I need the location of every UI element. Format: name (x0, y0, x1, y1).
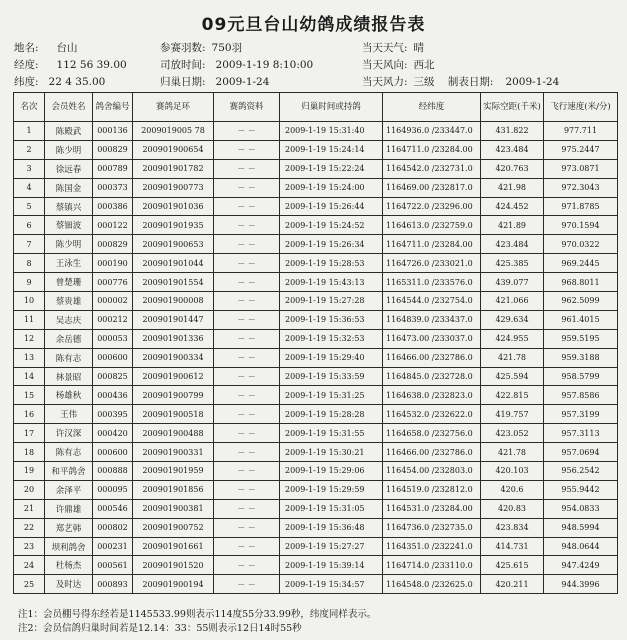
cell-pen: 000420 (93, 424, 133, 443)
cell-ring: 200901900331 (133, 443, 214, 462)
cell-member: 吴志庆 (45, 310, 93, 329)
cell-data: － － (214, 405, 280, 424)
cell-ring: 2009019005 78 (133, 122, 214, 141)
cell-speed: 959.5195 (544, 329, 618, 348)
cell-coord: 116466.00 /232786.0 (383, 443, 481, 462)
cell-distance: 420.6 (481, 480, 544, 499)
cell-pen: 000600 (93, 348, 133, 367)
cell-data: － － (214, 462, 280, 481)
table-row (14, 122, 618, 141)
table-row (14, 197, 618, 216)
cell-distance: 421.89 (481, 216, 544, 235)
table-body (14, 122, 618, 594)
cell-speed: 969.2445 (544, 254, 618, 273)
table-row (14, 159, 618, 178)
cell-ring: 200901901044 (133, 254, 214, 273)
cell-member: 及时达 (45, 575, 93, 594)
cell-ring: 200901901959 (133, 462, 214, 481)
cell-distance: 420.83 (481, 499, 544, 518)
cell-data: － － (214, 310, 280, 329)
cell-ring: 200901900488 (133, 424, 214, 443)
cell-member: 陈国金 (45, 178, 93, 197)
cell-data: － － (214, 159, 280, 178)
cell-member: 王泳生 (45, 254, 93, 273)
cell-distance: 423.052 (481, 424, 544, 443)
cell-ring: 200901900773 (133, 178, 214, 197)
cell-time: 2009-1-19 15:24:00 (280, 178, 383, 197)
cell-pen: 000231 (93, 537, 133, 556)
cell-pen: 000825 (93, 367, 133, 386)
cell-ring: 200901901336 (133, 329, 214, 348)
cell-distance: 424.955 (481, 329, 544, 348)
cell-pen: 000122 (93, 216, 133, 235)
cell-rank: 19 (14, 462, 45, 481)
cell-speed: 973.0871 (544, 159, 618, 178)
cell-member: 陈有志 (45, 443, 93, 462)
cell-distance: 425.385 (481, 254, 544, 273)
table-row (14, 575, 618, 594)
cell-member: 杜杨杰 (45, 556, 93, 575)
cell-data: － － (214, 178, 280, 197)
cell-rank: 8 (14, 254, 45, 273)
cell-data: － － (214, 329, 280, 348)
cell-data: － － (214, 424, 280, 443)
cell-pen: 000395 (93, 405, 133, 424)
cell-data: － － (214, 254, 280, 273)
table-row (14, 273, 618, 292)
cell-time: 2009-1-19 15:31:25 (280, 386, 383, 405)
cell-member: 王伟 (45, 405, 93, 424)
cell-pen: 000546 (93, 499, 133, 518)
cell-time: 2009-1-19 15:36:53 (280, 310, 383, 329)
cell-data: － － (214, 197, 280, 216)
cell-coord: 1164548.0 /232625.0 (383, 575, 481, 594)
cell-rank: 12 (14, 329, 45, 348)
cell-speed: 957.0694 (544, 443, 618, 462)
cell-time: 2009-1-19 15:26:44 (280, 197, 383, 216)
info-return-date: 归巢日期: 2009-1-24 (160, 76, 270, 88)
cell-time: 2009-1-19 15:22:24 (280, 159, 383, 178)
cell-rank: 3 (14, 159, 45, 178)
cell-ring: 200901900194 (133, 575, 214, 594)
cell-member: 许鼎雄 (45, 499, 93, 518)
cell-rank: 6 (14, 216, 45, 235)
cell-speed: 958.5799 (544, 367, 618, 386)
cell-rank: 25 (14, 575, 45, 594)
cell-coord: 1164531.0 /23284.00 (383, 499, 481, 518)
cell-ring: 200901900799 (133, 386, 214, 405)
cell-coord: 116469.00 /232817.0 (383, 178, 481, 197)
table-row (14, 462, 618, 481)
cell-speed: 947.4249 (544, 556, 618, 575)
cell-ring: 200901901856 (133, 480, 214, 499)
report-title: 09元旦台山幼鸽成绩报告表 (201, 15, 426, 35)
cell-time: 2009-1-19 15:43:13 (280, 273, 383, 292)
cell-member: 蔡镇兴 (45, 197, 93, 216)
cell-distance: 429.634 (481, 310, 544, 329)
cell-time: 2009-1-19 15:27:28 (280, 292, 383, 311)
cell-ring: 200901900654 (133, 140, 214, 159)
cell-distance: 431.822 (481, 122, 544, 141)
cell-coord: 1164658.0 /232756.0 (383, 424, 481, 443)
table-row (14, 254, 618, 273)
cell-member: 蔡钿波 (45, 216, 93, 235)
cell-speed: 970.0322 (544, 235, 618, 254)
cell-member: 林景昭 (45, 367, 93, 386)
cell-distance: 420.211 (481, 575, 544, 594)
cell-member: 陈殿武 (45, 122, 93, 141)
cell-speed: 968.8011 (544, 273, 618, 292)
cell-distance: 423.484 (481, 140, 544, 159)
cell-member: 余岳德 (45, 329, 93, 348)
cell-ring: 200901901554 (133, 273, 214, 292)
cell-coord: 1164638.0 /232823.0 (383, 386, 481, 405)
cell-coord: 1164726.0 /233021.0 (383, 254, 481, 273)
cell-coord: 1164845.0 /232728.0 (383, 367, 481, 386)
cell-data: － － (214, 367, 280, 386)
cell-ring: 200901900381 (133, 499, 214, 518)
cell-rank: 1 (14, 122, 45, 141)
cell-speed: 957.3199 (544, 405, 618, 424)
cell-speed: 955.9442 (544, 480, 618, 499)
info-location: 地名: 台山 (14, 42, 78, 54)
cell-ring: 200901900653 (133, 235, 214, 254)
cell-time: 2009-1-19 15:30:21 (280, 443, 383, 462)
cell-pen: 000386 (93, 197, 133, 216)
cell-pen: 000373 (93, 178, 133, 197)
cell-rank: 21 (14, 499, 45, 518)
info-latitude: 纬度: 22 4 35.00 (14, 76, 106, 88)
cell-member: 蔡贵雄 (45, 292, 93, 311)
cell-distance: 420.103 (481, 462, 544, 481)
cell-member: 余泽平 (45, 480, 93, 499)
cell-time: 2009-1-19 15:24:14 (280, 140, 383, 159)
cell-pen: 000095 (93, 480, 133, 499)
table-row (14, 443, 618, 462)
cell-time: 2009-1-19 15:27:27 (280, 537, 383, 556)
cell-rank: 13 (14, 348, 45, 367)
info-longitude: 经度: 112 56 39.00 (14, 59, 127, 71)
cell-time: 2009-1-19 15:24:52 (280, 216, 383, 235)
cell-coord: 1164542.0 /232731.0 (383, 159, 481, 178)
cell-coord: 1164613.0 /232759.0 (383, 216, 481, 235)
cell-pen: 000436 (93, 386, 133, 405)
cell-pen: 000789 (93, 159, 133, 178)
cell-distance: 424.452 (481, 197, 544, 216)
cell-coord: 1164714.0 /233110.0 (383, 556, 481, 575)
cell-data: － － (214, 292, 280, 311)
cell-coord: 1165311.0 /233576.0 (383, 273, 481, 292)
cell-coord: 1164711.0 /23284.00 (383, 140, 481, 159)
cell-member: 坝利鸽舍 (45, 537, 93, 556)
cell-pen: 000802 (93, 518, 133, 537)
footnote: 注1：会员棚号得东经若是1145533.99则表示114度55分33.99秒，纬度同样表示。 (18, 609, 377, 620)
cell-distance: 421.066 (481, 292, 544, 311)
cell-distance: 423.834 (481, 518, 544, 537)
cell-speed: 961.4015 (544, 310, 618, 329)
cell-pen: 000561 (93, 556, 133, 575)
cell-pen: 000212 (93, 310, 133, 329)
cell-speed: 962.5099 (544, 292, 618, 311)
cell-distance: 421.98 (481, 178, 544, 197)
cell-time: 2009-1-19 15:29:59 (280, 480, 383, 499)
cell-data: － － (214, 386, 280, 405)
cell-speed: 959.3188 (544, 348, 618, 367)
cell-coord: 1164936.0 /233447.0 (383, 122, 481, 141)
cell-time: 2009-1-19 15:31:55 (280, 424, 383, 443)
cell-coord: 1164722.0 /23296.00 (383, 197, 481, 216)
table-row (14, 537, 618, 556)
header-distance: 实际空距(千米) (481, 93, 544, 122)
cell-rank: 10 (14, 292, 45, 311)
cell-data: － － (214, 537, 280, 556)
cell-time: 2009-1-19 15:29:40 (280, 348, 383, 367)
cell-distance: 421.78 (481, 348, 544, 367)
cell-speed: 957.8586 (544, 386, 618, 405)
cell-coord: 1164839.0 /233437.0 (383, 310, 481, 329)
cell-speed: 977.711 (544, 122, 618, 141)
table-row (14, 499, 618, 518)
header-coord: 经纬度 (383, 93, 481, 122)
table-row (14, 140, 618, 159)
header-ring: 赛鸽足环 (133, 93, 214, 122)
table-row (14, 424, 618, 443)
cell-distance: 419.757 (481, 405, 544, 424)
cell-rank: 16 (14, 405, 45, 424)
cell-distance: 425.615 (481, 556, 544, 575)
cell-ring: 200901901661 (133, 537, 214, 556)
info-bird-count: 参赛羽数: 750羽 (160, 42, 243, 54)
cell-ring: 200901900008 (133, 292, 214, 311)
cell-coord: 1164736.0 /232735.0 (383, 518, 481, 537)
cell-coord: 1164711.0 /23284.00 (383, 235, 481, 254)
cell-member: 曾楚珊 (45, 273, 93, 292)
cell-pen: 000888 (93, 462, 133, 481)
cell-data: － － (214, 480, 280, 499)
table-row (14, 178, 618, 197)
cell-distance: 439.077 (481, 273, 544, 292)
cell-time: 2009-1-19 15:28:28 (280, 405, 383, 424)
header-time: 归巢时间或持鸽 (280, 93, 383, 122)
cell-speed: 972.3043 (544, 178, 618, 197)
cell-data: － － (214, 140, 280, 159)
cell-data: － － (214, 348, 280, 367)
header-rank: 名次 (14, 93, 45, 122)
cell-member: 许汉深 (45, 424, 93, 443)
cell-pen: 000829 (93, 235, 133, 254)
cell-ring: 200901901935 (133, 216, 214, 235)
cell-member: 徐远春 (45, 159, 93, 178)
cell-coord: 1164519.0 /232812.0 (383, 480, 481, 499)
cell-member: 杨雄秋 (45, 386, 93, 405)
cell-rank: 4 (14, 178, 45, 197)
cell-data: － － (214, 499, 280, 518)
table-row (14, 329, 618, 348)
cell-rank: 15 (14, 386, 45, 405)
cell-distance: 420.763 (481, 159, 544, 178)
cell-time: 2009-1-19 15:31:40 (280, 122, 383, 141)
cell-pen: 000893 (93, 575, 133, 594)
table-row (14, 367, 618, 386)
cell-pen: 000190 (93, 254, 133, 273)
cell-ring: 200901901520 (133, 556, 214, 575)
cell-distance: 425.594 (481, 367, 544, 386)
table-row (14, 386, 618, 405)
cell-ring: 200901900334 (133, 348, 214, 367)
header-pen: 鸽舍编号 (93, 93, 133, 122)
table-row (14, 480, 618, 499)
cell-distance: 423.484 (481, 235, 544, 254)
cell-pen: 000053 (93, 329, 133, 348)
cell-member: 陈少明 (45, 235, 93, 254)
cell-distance: 414.731 (481, 537, 544, 556)
cell-coord: 1164544.0 /232754.0 (383, 292, 481, 311)
cell-coord: 116473.00 /233037.0 (383, 329, 481, 348)
cell-data: － － (214, 518, 280, 537)
cell-time: 2009-1-19 15:39:14 (280, 556, 383, 575)
cell-pen: 000829 (93, 140, 133, 159)
info-release-time: 司放时间: 2009-1-19 8:10:00 (160, 59, 314, 71)
table-row (14, 518, 618, 537)
cell-pen: 000776 (93, 273, 133, 292)
table-row (14, 556, 618, 575)
cell-time: 2009-1-19 15:36:48 (280, 518, 383, 537)
cell-coord: 116466.00 /232786.0 (383, 348, 481, 367)
cell-data: － － (214, 216, 280, 235)
cell-speed: 957.3113 (544, 424, 618, 443)
cell-time: 2009-1-19 15:26:34 (280, 235, 383, 254)
cell-rank: 17 (14, 424, 45, 443)
results-table (13, 92, 618, 594)
cell-rank: 11 (14, 310, 45, 329)
header-data: 赛鸽资料 (214, 93, 280, 122)
table-header-row (14, 93, 618, 122)
table-row (14, 235, 618, 254)
cell-pen: 000600 (93, 443, 133, 462)
cell-member: 陈有志 (45, 348, 93, 367)
cell-speed: 970.1594 (544, 216, 618, 235)
cell-data: － － (214, 122, 280, 141)
cell-data: － － (214, 273, 280, 292)
cell-time: 2009-1-19 15:34:57 (280, 575, 383, 594)
table-row (14, 348, 618, 367)
cell-ring: 200901900518 (133, 405, 214, 424)
cell-rank: 24 (14, 556, 45, 575)
cell-pen: 000136 (93, 122, 133, 141)
info-weather: 当天天气: 晴 (362, 42, 425, 54)
table-row (14, 310, 618, 329)
cell-ring: 200901900612 (133, 367, 214, 386)
cell-speed: 944.3996 (544, 575, 618, 594)
cell-member: 郑艺韩 (45, 518, 93, 537)
cell-time: 2009-1-19 15:32:53 (280, 329, 383, 348)
info-wind-force: 当天风力: 三级 制表日期: 2009-1-24 (362, 76, 560, 88)
header-speed: 飞行速度(米/分) (544, 93, 618, 122)
cell-rank: 23 (14, 537, 45, 556)
cell-data: － － (214, 556, 280, 575)
cell-rank: 18 (14, 443, 45, 462)
cell-speed: 948.5994 (544, 518, 618, 537)
footnotes (18, 608, 376, 636)
cell-coord: 1164351.0 /232241.0 (383, 537, 481, 556)
cell-distance: 421.78 (481, 443, 544, 462)
cell-speed: 975.2447 (544, 140, 618, 159)
cell-time: 2009-1-19 15:28:53 (280, 254, 383, 273)
cell-member: 陈少明 (45, 140, 93, 159)
cell-data: － － (214, 575, 280, 594)
info-wind-direction: 当天风向: 西北 (362, 59, 435, 71)
cell-speed: 971.8785 (544, 197, 618, 216)
header-member: 会员姓名 (45, 93, 93, 122)
cell-coord: 116454.00 /232803.0 (383, 462, 481, 481)
cell-pen: 000002 (93, 292, 133, 311)
cell-rank: 20 (14, 480, 45, 499)
cell-data: － － (214, 235, 280, 254)
footnote: 注2：会员信鸽归巢时间若是12.14：33：55则表示12日14时55秒 (18, 623, 302, 634)
cell-member: 和平鸽舍 (45, 462, 93, 481)
cell-time: 2009-1-19 15:31:05 (280, 499, 383, 518)
cell-distance: 422.815 (481, 386, 544, 405)
table-row (14, 405, 618, 424)
cell-rank: 22 (14, 518, 45, 537)
cell-speed: 948.0644 (544, 537, 618, 556)
cell-time: 2009-1-19 15:33:59 (280, 367, 383, 386)
cell-speed: 956.2542 (544, 462, 618, 481)
cell-ring: 200901901782 (133, 159, 214, 178)
cell-time: 2009-1-19 15:29:06 (280, 462, 383, 481)
cell-ring: 200901901036 (133, 197, 214, 216)
cell-rank: 5 (14, 197, 45, 216)
cell-data: － － (214, 443, 280, 462)
cell-rank: 2 (14, 140, 45, 159)
table-row (14, 216, 618, 235)
cell-rank: 9 (14, 273, 45, 292)
table-row (14, 292, 618, 311)
cell-ring: 200901901447 (133, 310, 214, 329)
cell-ring: 200901900752 (133, 518, 214, 537)
cell-rank: 14 (14, 367, 45, 386)
cell-coord: 1164532.0 /232622.0 (383, 405, 481, 424)
cell-speed: 954.0833 (544, 499, 618, 518)
cell-rank: 7 (14, 235, 45, 254)
